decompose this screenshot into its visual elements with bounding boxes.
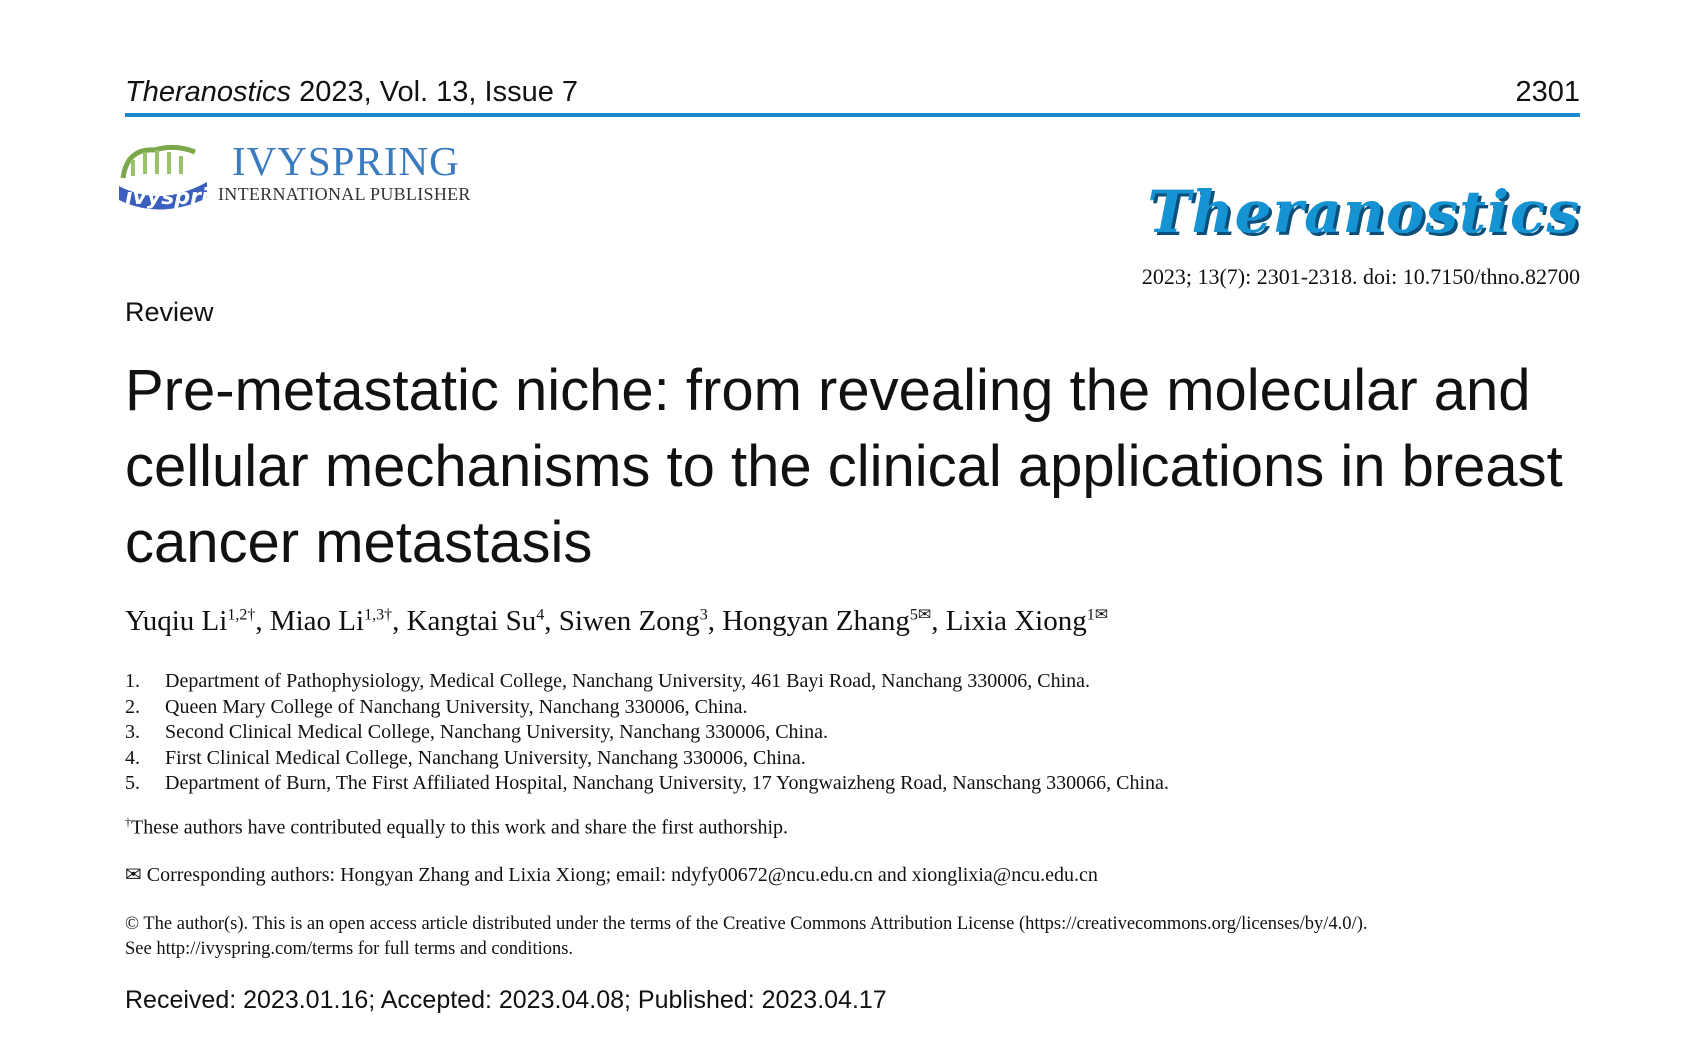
affiliation-item: 1. Department of Pathophysiology, Medical College, Nanchang University, 461 Bayi Road, Nanchang 330006, China.: [125, 670, 1090, 692]
header-rule: [125, 113, 1580, 117]
article-type: Review: [125, 297, 214, 327]
affiliation-item: 3. Second Clinical Medical College, Nanchang University, Nanchang 330006, China.: [125, 721, 828, 743]
corresponding-authors: ✉ Corresponding authors: Hongyan Zhang and Lixia Xiong; email: ndyfy00672@ncu.edu.cn and xionglixia@ncu.edu.cn: [125, 864, 1098, 886]
license-line[interactable]: See http://ivyspring.com/terms for full terms and conditions.: [125, 938, 574, 959]
author-list: [125, 604, 1585, 638]
author: Yuqiu $Li^{1,2\dagger}$,: [125, 604, 270, 637]
journal-name: Theranostics: [125, 76, 292, 108]
ivy-arch-icon: [123, 147, 195, 178]
license-line[interactable]: © The author(s). This is an open access article distributed under the terms of the Creative Commons Attribution License (https://creativecommons.org/licenses/by/4.0/).: [125, 914, 1368, 934]
title-line: cancer metastasis: [125, 510, 593, 575]
publication-dates: Received: 2023.01.16; Accepted: 2023.04.08; Published: 2023.04.17: [125, 986, 887, 1014]
title-line: cellular mechanisms to the clinical applications in breast: [125, 434, 1563, 499]
author: Lixia Xiong$^{1✉}$: [945, 604, 1109, 637]
article-title: [125, 353, 1585, 581]
logo-letters: ivyspring: [125, 185, 240, 210]
dagger-mark: †: [125, 815, 131, 829]
envelope-icon: ✉: [125, 864, 142, 886]
equal-contribution-note: †These authors have contributed equally to this work and share the first authorship.: [125, 815, 789, 839]
affiliation-item: 4. First Clinical Medical College, Nanchang University, Nanchang 330006, China.: [125, 746, 806, 769]
citation-doi: 2023; 13(7): 2301-2318. doi: 10.7150/thno.82700: [1141, 264, 1580, 289]
author: Siwen Zong$^3$,: [558, 604, 723, 637]
author: Kangtai Su$^4$,: [406, 604, 559, 637]
page-number: 2301: [1515, 76, 1580, 108]
affiliation-item: 2. Queen Mary College of Nanchang University, Nanchang 330006, China.: [125, 695, 748, 718]
envelope-icon[interactable]: ✉: [917, 606, 932, 623]
volume-info: 2023, Vol. 13, Issue 7: [299, 76, 579, 108]
author: Hongyan Zhang$^{5✉}$,: [722, 604, 946, 637]
envelope-icon[interactable]: ✉: [1094, 606, 1109, 623]
affiliation-item: 5. Department of Burn, The First Affiliated Hospital, Nanchang University, 17 Yongwaizheng Road, Nanschang 330066, China.: [125, 772, 1169, 794]
theranostics-logo: Theranostics: [1147, 178, 1580, 246]
publisher-name: IVYSPRING: [232, 138, 460, 184]
affiliation-list: [125, 669, 1169, 797]
running-header: [125, 73, 1580, 111]
license-statement: [125, 912, 1585, 961]
publisher-subtitle: INTERNATIONAL PUBLISHER: [218, 184, 471, 204]
author: Miao $Li^{1,3\dagger}$,: [269, 604, 407, 637]
title-line: Pre-metastatic niche: from revealing the molecular and: [125, 358, 1531, 423]
